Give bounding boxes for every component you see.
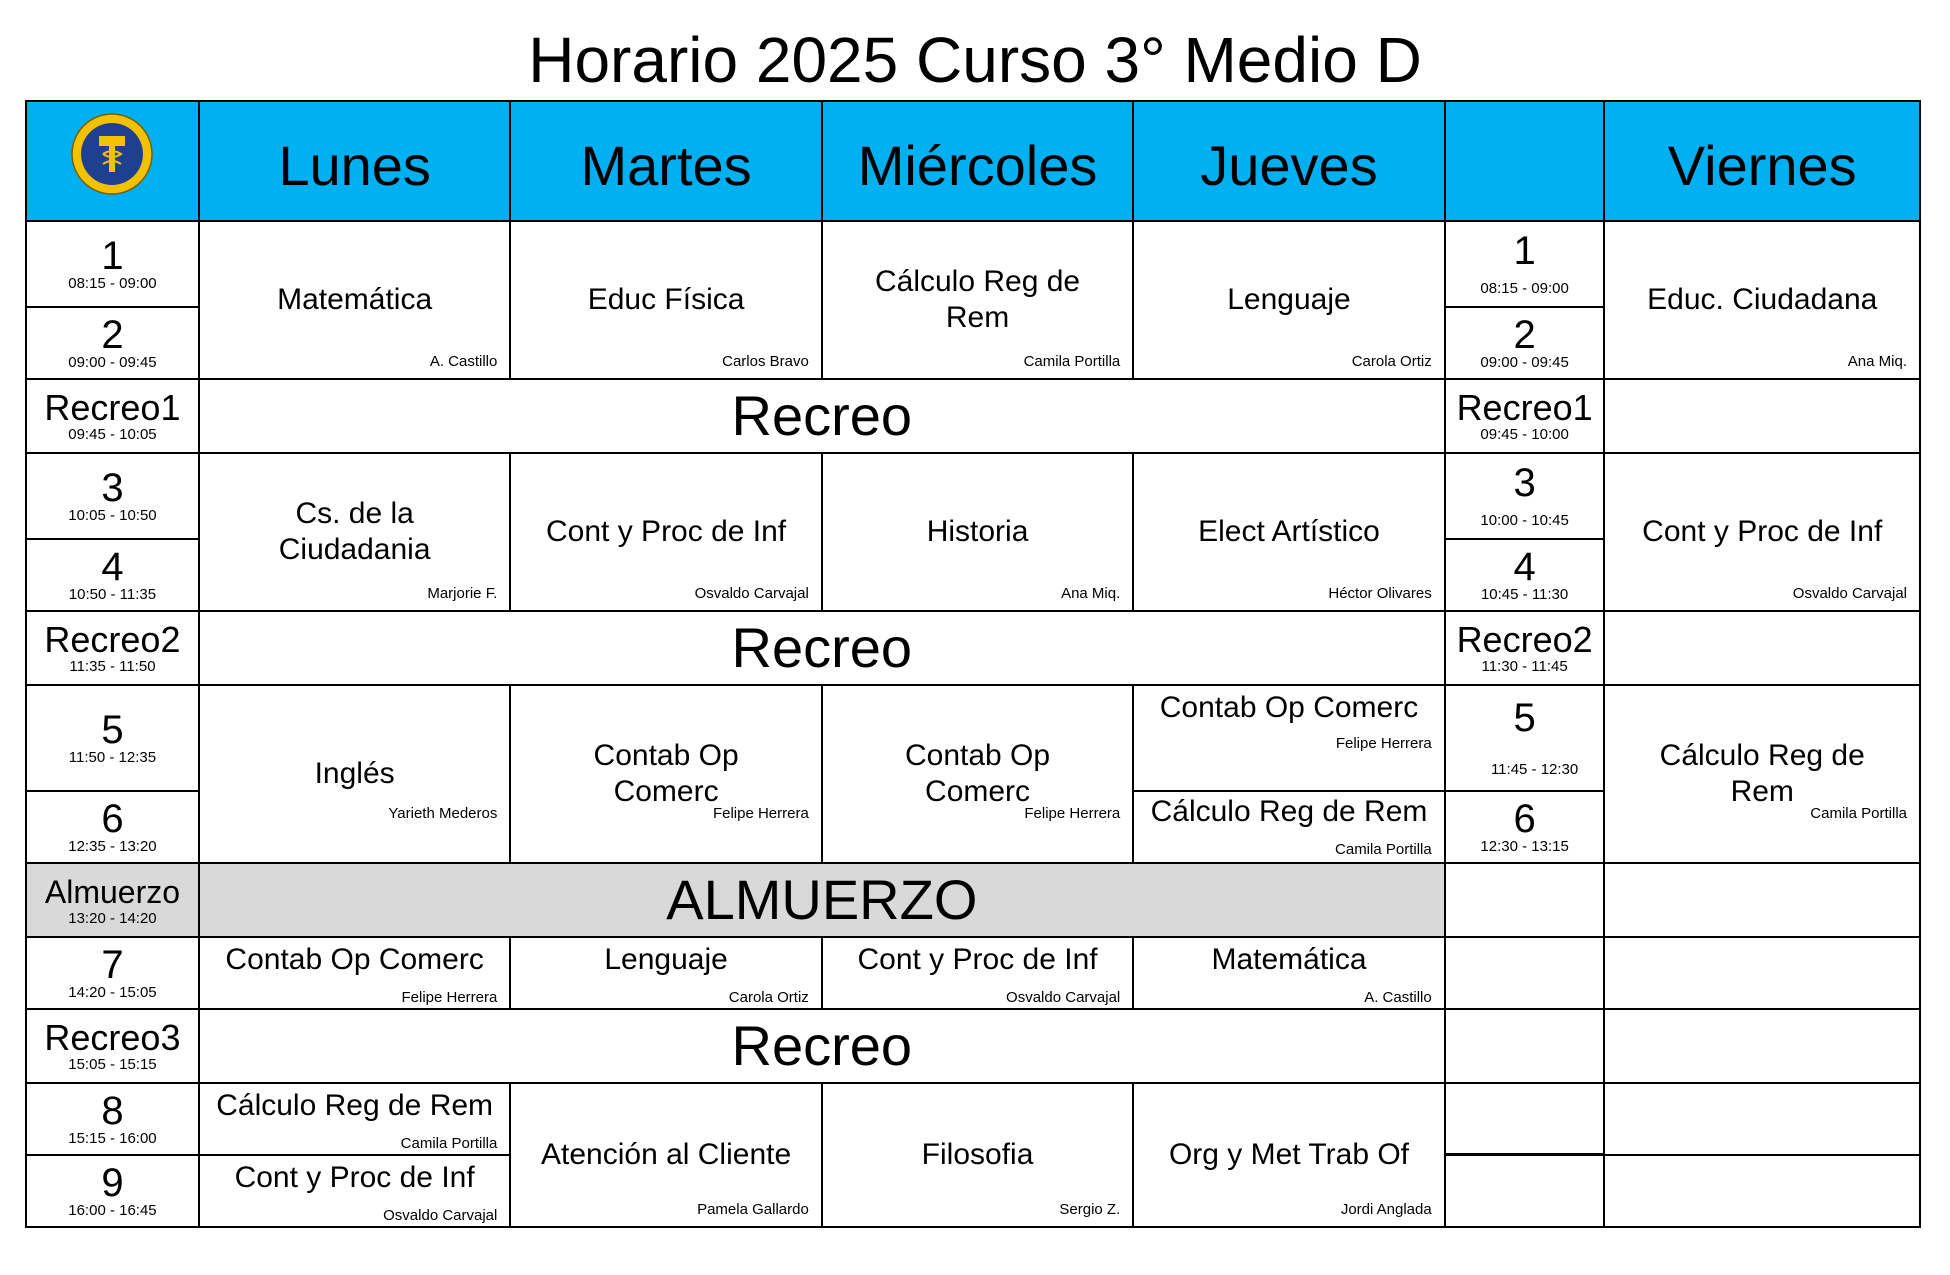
block-time: 09:45 - 10:00 [1480,426,1569,443]
block-2-cell [26,307,199,379]
block-5-cell [26,685,199,791]
subject: Contab Op Comerc [225,943,484,976]
friday-block-1-cell [1445,221,1605,307]
cell-lunes-1-2 [199,221,510,379]
subject: Matemática [1211,943,1367,976]
logo-cell [26,101,199,221]
cell-viernes-5-6 [1604,685,1920,863]
friday-empty-r3 [1604,1009,1920,1083]
friday-empty-7 [1445,937,1605,1009]
lunch-banner: ALMUERZO [199,863,1445,937]
cell-lunes-8 [199,1083,510,1155]
subject: Inglés [314,757,395,790]
subject: Cont y Proc de Inf [546,515,787,548]
friday-recess-empty [1604,611,1920,685]
block-number: 1 [101,234,124,278]
cell-lunes-5-6 [199,685,510,863]
friday-empty-9 [1604,1155,1920,1227]
block-number: 4 [1513,545,1536,589]
teacher: Ana Miq. [1847,353,1907,370]
friday-empty-8 [1604,1083,1920,1155]
subject: Historia [926,515,1029,548]
block-label: Recreo2 [44,619,181,660]
teacher: Osvaldo Carvajal [694,585,809,602]
block-label: Recreo2 [1456,619,1593,660]
block-8-cell [26,1083,199,1155]
row-block-7 [26,937,1920,1009]
teacher: Felipe Herrera [712,805,809,822]
row-lunch [26,863,1920,937]
subject: Cálculo Reg de Rem [216,1089,494,1122]
block-number: 2 [101,313,124,357]
block-time: 13:20 - 14:20 [68,910,157,927]
block-number: 8 [101,1089,124,1133]
subject: Lenguaje [604,943,728,976]
teacher: Osvaldo Carvajal [1006,989,1121,1006]
friday-block-3-cell [1445,453,1605,539]
subject: Educ. Ciudadana [1647,283,1878,316]
day-header-lunes: Lunes [199,101,510,221]
subject: Cs. de la Ciudadania [278,497,431,566]
block-number: 9 [101,1161,124,1205]
cell-jueves-5 [1133,685,1444,791]
cell-jueves-3-4 [1133,453,1444,611]
teacher: Jordi Anglada [1340,1201,1432,1218]
teacher: Felipe Herrera [401,989,498,1006]
block-label: Recreo1 [44,387,181,428]
teacher: Camila Portilla [1810,805,1907,822]
header-row [26,101,1920,221]
block-9-cell [26,1155,199,1227]
teacher: Carola Ortiz [728,989,809,1006]
cell-jueves-7 [1133,937,1444,1009]
row-recreo-2 [26,611,1920,685]
cell-jueves-6 [1133,791,1444,863]
teacher: A. Castillo [1364,989,1432,1006]
day-header-martes: Martes [510,101,821,221]
friday-recreo-1-cell [1445,379,1605,453]
block-4-cell [26,539,199,611]
block-time: 09:00 - 09:45 [68,354,157,371]
friday-recreo-2-cell [1445,611,1605,685]
cell-martes-8-9 [510,1083,821,1227]
block-time: 08:15 - 09:00 [1480,280,1569,297]
block-time: 11:50 - 12:35 [68,749,157,766]
row-recreo-3 [26,1009,1920,1083]
subject: Cont y Proc de Inf [857,943,1098,976]
block-time: 15:15 - 16:00 [68,1130,157,1147]
block-label: Recreo3 [44,1017,181,1058]
block-number: 3 [1513,461,1536,505]
row-block-5 [26,685,1920,791]
friday-empty-r3 [1445,1009,1605,1083]
subject: Cont y Proc de Inf [234,1161,475,1194]
teacher: Carlos Bravo [722,353,809,370]
block-time: 09:00 - 09:45 [1480,354,1569,371]
subject: Matemática [277,283,433,316]
day-header-viernes: Viernes [1604,101,1920,221]
friday-block-6-cell [1445,791,1605,863]
teacher: Marjorie F. [427,585,498,602]
cell-miercoles-5-6 [822,685,1133,863]
cell-viernes-1-2 [1604,221,1920,379]
cell-miercoles-8-9 [822,1083,1133,1227]
subject: Cálculo Reg de Rem [874,265,1081,334]
block-number: 2 [1513,313,1536,357]
teacher: Felipe Herrera [1335,735,1432,752]
block-time: 12:35 - 13:20 [68,838,157,855]
friday-block-4-cell [1445,539,1605,611]
schedule-table [25,100,1921,1228]
subject: Filosofia [921,1138,1034,1171]
teacher: Sergio Z. [1059,1201,1121,1218]
cell-jueves-8-9 [1133,1083,1444,1227]
friday-lunch-empty [1604,863,1920,937]
friday-empty-7 [1604,937,1920,1009]
recreo-1-cell [26,379,199,453]
block-number: 6 [101,797,124,841]
block-time: 12:30 - 13:15 [1480,838,1569,855]
teacher: Yarieth Mederos [388,805,498,822]
block-number: 1 [1513,229,1536,273]
row-block-3 [26,453,1920,539]
subject: Elect Artístico [1198,515,1380,548]
cell-martes-7 [510,937,821,1009]
recreo-3-cell [26,1009,199,1083]
block-time: 10:05 - 10:50 [68,507,157,524]
friday-recess-empty [1604,379,1920,453]
teacher: Camila Portilla [400,1135,498,1152]
block-time: 10:45 - 11:30 [1480,586,1569,603]
block-number: 3 [101,466,124,510]
block-time: 09:45 - 10:05 [68,426,157,443]
subject: Cont y Proc de Inf [1642,515,1883,548]
block-number: 5 [1513,696,1536,740]
recess-banner-3: Recreo [199,1009,1445,1083]
teacher: Pamela Gallardo [697,1201,809,1218]
block-3-cell [26,453,199,539]
teacher: Ana Miq. [1061,585,1121,602]
day-header-miercoles: Miércoles [822,101,1133,221]
block-time: 11:35 - 11:50 [69,658,156,675]
teacher: Osvaldo Carvajal [383,1207,498,1224]
friday-block-2-cell [1445,307,1605,379]
cell-miercoles-1-2 [822,221,1133,379]
subject: Cálculo Reg de Rem [1659,739,1865,808]
block-number: 7 [101,943,124,987]
cell-jueves-1-2 [1133,221,1444,379]
teacher: Carola Ortiz [1351,353,1432,370]
friday-empty-9 [1445,1155,1605,1227]
block-time: 11:30 - 11:45 [1481,658,1568,675]
teacher: Héctor Olivares [1328,585,1432,602]
subject: Atención al Cliente [541,1138,792,1171]
block-number: 6 [1513,797,1536,841]
cell-lunes-7 [199,937,510,1009]
recess-banner-1: Recreo [199,379,1445,453]
subject: Contab Op Comerc [593,739,739,808]
subject: Cálculo Reg de Rem [1150,795,1428,828]
teacher: Felipe Herrera [1024,805,1121,822]
teacher: A. Castillo [429,353,498,370]
row-block-1 [26,221,1920,307]
teacher: Osvaldo Carvajal [1792,585,1907,602]
block-time: 11:45 - 12:30 [1490,761,1579,778]
block-6-cell [26,791,199,863]
subject: Educ Física [587,283,745,316]
recreo-2-cell [26,611,199,685]
block-7-cell [26,937,199,1009]
block-label: Almuerzo [44,874,181,910]
block-number: 4 [101,545,124,589]
subject: Org y Met Trab Of [1168,1138,1410,1171]
cell-lunes-3-4 [199,453,510,611]
block-time: 10:00 - 10:45 [1480,512,1569,529]
day-header-jueves: Jueves [1133,101,1444,221]
cell-martes-5-6 [510,685,821,863]
block-time: 08:15 - 09:00 [68,275,157,292]
row-block-8 [26,1083,1920,1155]
block-time: 16:00 - 16:45 [68,1202,157,1219]
friday-empty-8 [1445,1083,1605,1155]
cell-miercoles-3-4 [822,453,1133,611]
teacher: Camila Portilla [1335,841,1432,858]
cell-miercoles-7 [822,937,1133,1009]
friday-block-5-cell [1445,685,1605,791]
lunch-cell [26,863,199,937]
row-recreo-1 [26,379,1920,453]
day-header-blank [1445,101,1605,221]
subject: Lenguaje [1227,283,1351,316]
friday-lunch-empty [1445,863,1605,937]
cell-martes-3-4 [510,453,821,611]
block-time: 10:50 - 11:35 [68,586,157,603]
subject: Contab Op Comerc [1159,691,1419,724]
block-label: Recreo1 [1456,387,1593,428]
block-1-cell [26,221,199,307]
subject: Contab Op Comerc [904,739,1051,808]
recess-banner-2: Recreo [199,611,1445,685]
cell-viernes-3-4 [1604,453,1920,611]
teacher: Camila Portilla [1023,353,1121,370]
block-number: 5 [101,708,124,752]
block-time: 14:20 - 15:05 [68,984,157,1001]
cell-lunes-9 [199,1155,510,1227]
page-title: Horario 2025 Curso 3° Medio D [528,24,1422,96]
school-crest-icon [70,112,154,196]
cell-martes-1-2 [510,221,821,379]
block-time: 15:05 - 15:15 [68,1056,157,1073]
